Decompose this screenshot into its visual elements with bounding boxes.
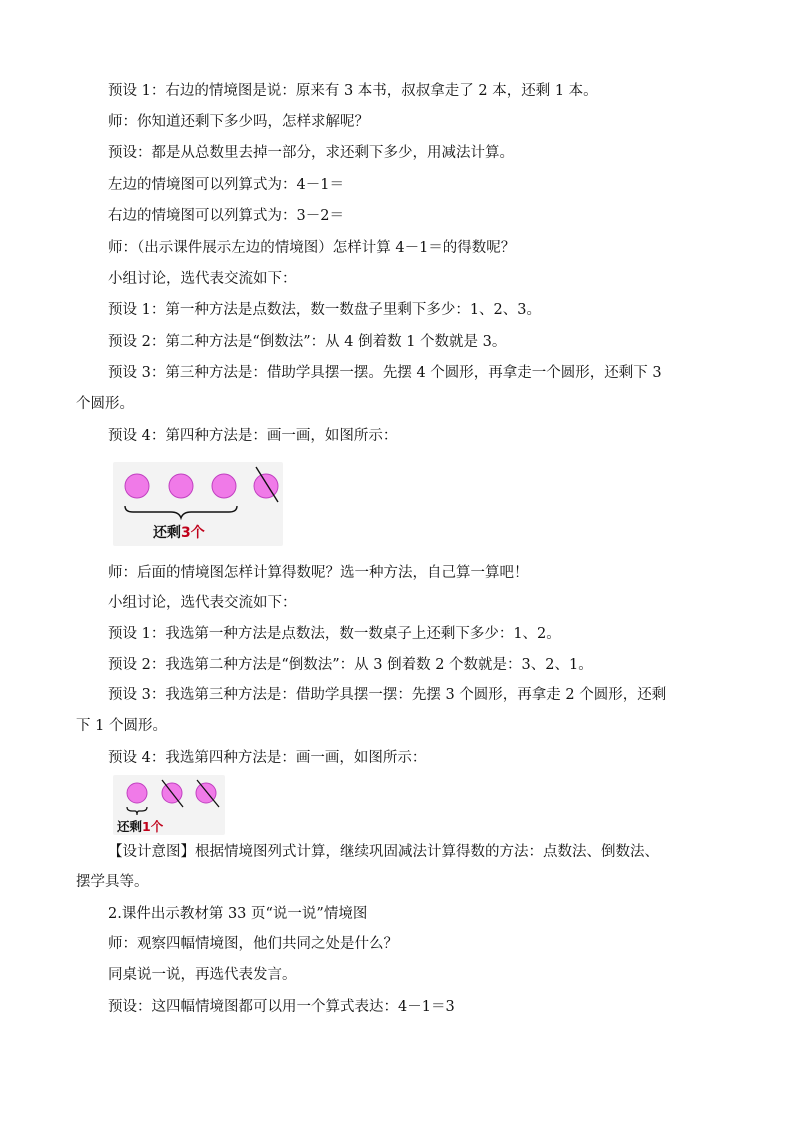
text-line: 预设 1：右边的情境图是说：原来有 3 本书，叔叔拿走了 2 本，还剩 1 本。 (108, 83, 598, 99)
remainder-label (117, 817, 163, 835)
text-line: 【设计意图】根据情境图列式计算，继续巩固减法计算得数的方法：点数法、倒数法、 (108, 844, 659, 860)
text-line: 师：（出示课件展示左边的情境图）怎样计算 4－1＝的得数呢？ (108, 240, 516, 256)
text-line: 预设 4：第四种方法是：画一画，如图所示： (108, 428, 398, 444)
text-line: 预设：都是从总数里去掉一部分，求还剩下多少，用减法计算。 (108, 145, 514, 161)
text-line: 预设 2：第二种方法是“倒数法”：从 4 倒着数 1 个数就是 3。 (108, 334, 507, 350)
text-line: 小组讨论，选代表交流如下： (108, 595, 297, 611)
figure-subtract-4-1 (113, 462, 283, 546)
text-line: 预设 3：我选第三种方法是：借助学具摆一摆：先摆 3 个圆形，再拿走 2 个圆形，还剩 (108, 687, 667, 703)
figure-subtract-3-2 (113, 775, 225, 835)
text-line: 师：后面的情境图怎样计算得数呢？选一种方法，自己算一算吧！ (108, 565, 529, 581)
circle (169, 474, 193, 498)
text-line: 个圆形。 (76, 396, 134, 412)
crossed-circle (254, 474, 278, 498)
text-line: 预设 1：第一种方法是点数法，数一数盘子里剩下多少：1、2、3。 (108, 302, 542, 318)
remainder-number: 1个 (142, 819, 164, 834)
text-line: 预设：这四幅情境图都可以用一个算式表达：4－1＝3 (108, 999, 455, 1015)
text-line: 下 1 个圆形。 (76, 718, 167, 734)
text-line: 右边的情境图可以列算式为：3－2＝ (108, 208, 344, 224)
brace (125, 506, 237, 518)
remainder-label (153, 522, 205, 542)
text-line: 2.课件出示教材第 33 页“说一说”情境图 (108, 906, 368, 922)
circle (125, 474, 149, 498)
text-line: 师：观察四幅情境图，他们共同之处是什么？ (108, 936, 398, 952)
remainder-text: 还剩 (153, 525, 181, 541)
text-line: 摆学具等。 (76, 874, 149, 890)
remainder-number: 3个 (181, 525, 205, 541)
circle (127, 783, 147, 803)
text-line: 预设 4：我选第四种方法是：画一画，如图所示： (108, 750, 427, 766)
text-line: 预设 1：我选第一种方法是点数法，数一数桌子上还剩下多少：1、2。 (108, 626, 561, 642)
text-line: 同桌说一说，再选代表发言。 (108, 967, 297, 983)
text-line: 左边的情境图可以列算式为：4－1＝ (108, 177, 344, 193)
text-line: 小组讨论，选代表交流如下： (108, 271, 297, 287)
brace (127, 807, 147, 815)
circle (212, 474, 236, 498)
text-line: 预设 3：第三种方法是：借助学具摆一摆。先摆 4 个圆形，再拿走一个圆形，还剩下 3 (108, 365, 662, 381)
text-line: 预设 2：我选第二种方法是“倒数法”：从 3 倒着数 2 个数就是：3、2、1。 (108, 657, 593, 673)
remainder-text: 还剩 (117, 819, 143, 834)
text-line: 师：你知道还剩下多少吗，怎样求解呢？ (108, 114, 369, 130)
